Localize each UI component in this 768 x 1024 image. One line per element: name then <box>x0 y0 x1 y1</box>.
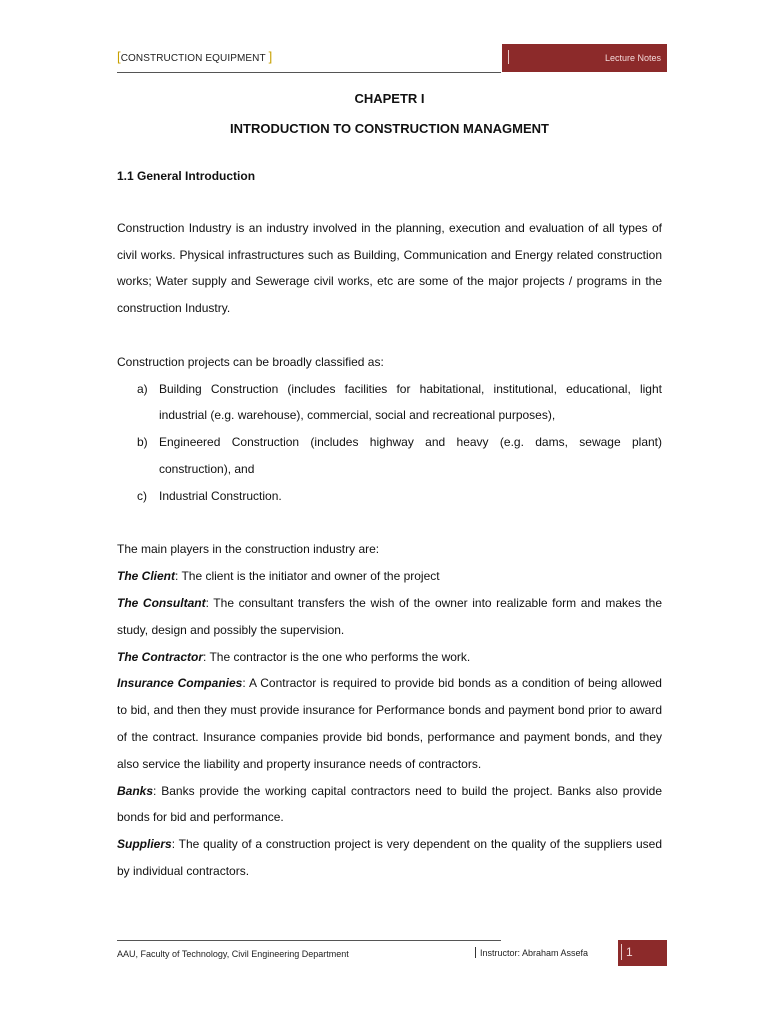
page-header <box>117 44 667 72</box>
footer-page-box <box>618 940 667 966</box>
player-suppliers <box>117 831 662 885</box>
player-term: The Client <box>117 569 176 584</box>
player-text: : The consultant transfers the wish of the owner into realizable form and makes the study, design and possibly the supervision. <box>117 595 662 637</box>
player-client <box>117 563 662 590</box>
player-text: : The quality of a construction project is very dependent on the quality of the suppliers used by individual contractors. <box>117 837 662 878</box>
list-marker: c) <box>137 488 147 503</box>
player-consultant <box>117 590 662 644</box>
player-term: The Consultant <box>117 595 206 610</box>
player-contractor <box>117 644 662 671</box>
player-term: Suppliers <box>117 837 172 852</box>
intro-paragraph: Construction Industry is an industry involved in the planning, execution and evaluation of all types of civil works. Physical infrastructures such as Building, Communication and Energy related construction works; Water supply and Sewerage civil works, etc are some of the major projects / programs in the construction Industry. <box>117 220 662 316</box>
section-heading: 1.1 General Introduction <box>117 169 256 183</box>
player-text: : The contractor is the one who performs the work. <box>203 649 471 664</box>
page-content <box>117 86 662 885</box>
header-bracket-close: ] <box>268 49 273 64</box>
list-marker: a) <box>137 381 148 396</box>
footer-department: AAU, Faculty of Technology, Civil Engineering Department <box>117 949 349 959</box>
list-item <box>137 376 662 430</box>
player-insurance <box>117 670 662 777</box>
header-divider <box>508 50 509 64</box>
header-course-label: CONSTRUCTION EQUIPMENT <box>120 53 266 64</box>
classification-list <box>117 376 662 510</box>
players-lead: The main players in the construction industry are: <box>117 542 380 557</box>
player-term: Insurance Companies <box>117 676 243 691</box>
header-bracket-open: [ <box>117 49 121 64</box>
player-term: The Contractor <box>117 649 204 664</box>
footer-instructor-label: Instructor: Abraham Assefa <box>480 948 589 958</box>
list-marker: b) <box>137 435 148 450</box>
header-course-title <box>117 49 272 64</box>
page-footer <box>117 940 667 966</box>
footer-divider <box>475 947 476 958</box>
classification-lead: Construction projects can be broadly classified as: <box>117 354 384 369</box>
player-banks <box>117 778 662 832</box>
header-lecture-notes-box <box>502 44 667 72</box>
footer-page-divider <box>621 944 622 960</box>
footer-instructor <box>475 947 588 958</box>
list-item-text: Engineered Construction (includes highway and heavy (e.g. dams, sewage plant) construction), and <box>159 435 662 476</box>
chapter-title: CHAPETR I <box>354 91 425 106</box>
player-text: : Banks provide the working capital contractors need to build the project. Banks also provide bonds for bid and performance. <box>117 783 662 825</box>
player-text: : The client is the initiator and owner of the project <box>175 569 440 584</box>
chapter-subtitle: INTRODUCTION TO CONSTRUCTION MANAGMENT <box>230 121 549 136</box>
player-term: Banks <box>117 783 154 798</box>
list-item <box>137 483 662 510</box>
list-item <box>137 429 662 483</box>
list-item-text: Building Construction (includes facilities for habitational, institutional, educational, light industrial (e.g. warehouse), commercial, social and recreational purposes), <box>159 381 662 423</box>
player-text: : A Contractor is required to provide bid bonds as a condition of being allowed to bid, and then they must provide insurance for Performance bonds and payment bond prior to award of the contract. Insurance companies provide bid bonds, performance and payment bonds, and they also service the liability and property insurance needs of contractors. <box>117 676 662 771</box>
page-number: 1 <box>626 945 633 959</box>
header-lecture-notes-label: Lecture Notes <box>604 53 661 63</box>
header-rule <box>117 72 501 73</box>
list-item-text: Industrial Construction. <box>159 488 282 503</box>
